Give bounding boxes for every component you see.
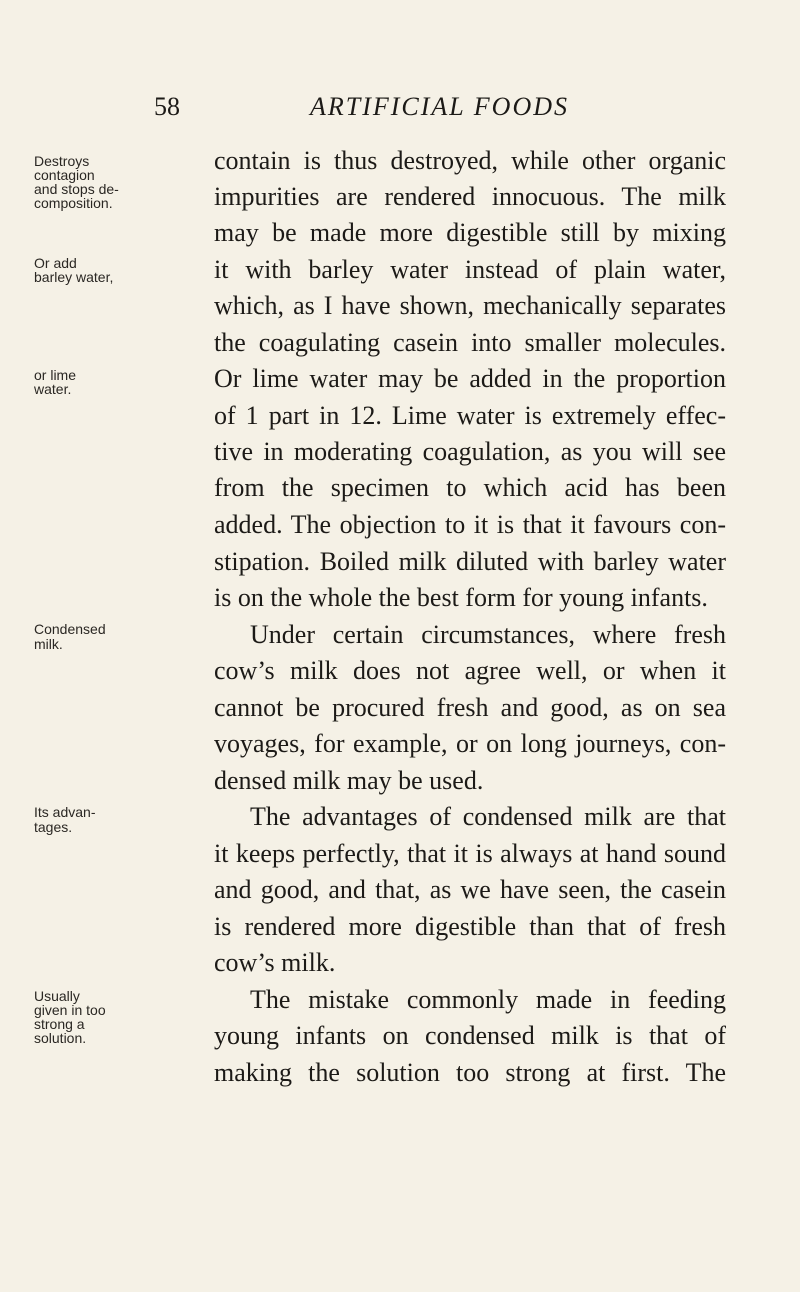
- margin-note-line: given in too: [34, 1002, 106, 1018]
- body-line: densed milk may be used.: [214, 766, 484, 795]
- body-line: from the specimen to which acid has been: [214, 473, 726, 502]
- body-line: The advantages of condensed milk are that: [250, 802, 726, 831]
- margin-note-line: water.: [34, 381, 72, 397]
- body-line: cannot be procured fresh and good, as on sea: [214, 693, 726, 722]
- margin-note-line: barley water,: [34, 269, 114, 285]
- running-head: ARTIFICIAL FOODS: [310, 92, 570, 121]
- body-line: young infants on condensed milk is that of: [214, 1021, 726, 1050]
- margin-note-line: composition.: [34, 195, 113, 211]
- margin-note-line: milk.: [34, 636, 63, 652]
- margin-note-line: solution.: [34, 1030, 87, 1046]
- margin-note-line: Or add: [34, 255, 77, 271]
- margin-note-line: or lime: [34, 367, 77, 383]
- margin-note-line: Usually: [34, 988, 80, 1004]
- body-line: contain is thus destroyed, while other organic: [214, 146, 726, 175]
- body-line: cow’s milk does not agree well, or when it: [214, 656, 726, 685]
- body-line: it with barley water instead of plain water,: [214, 255, 726, 284]
- margin-note-line: Condensed: [34, 621, 106, 637]
- margin-note-line: Its advan-: [34, 804, 96, 820]
- body-line: Under certain circumstances, where fresh: [250, 620, 726, 649]
- body-line: may be made more digestible still by mixing: [214, 218, 726, 247]
- margin-note-line: Destroys: [34, 153, 90, 169]
- body-line: it keeps perfectly, that it is always at hand sound: [214, 839, 726, 868]
- body-line: making the solution too strong at first. The: [214, 1058, 726, 1087]
- body-line: voyages, for example, or on long journeys, con-: [214, 729, 726, 758]
- page-number: 58: [154, 92, 180, 121]
- body-line: is on the whole the best form for young infants.: [214, 583, 708, 612]
- body-line: is rendered more digestible than that of fresh: [214, 912, 726, 941]
- body-line: impurities are rendered innocuous. The milk: [214, 182, 726, 211]
- margin-note-line: and stops de-: [34, 181, 119, 197]
- margin-note-line: strong a: [34, 1016, 85, 1032]
- body-line: Or lime water may be added in the proportion: [214, 364, 726, 393]
- body-line: of 1 part in 12. Lime water is extremely effec-: [214, 401, 726, 430]
- body-line: The mistake commonly made in feeding: [250, 985, 726, 1014]
- body-line: stipation. Boiled milk diluted with barley water: [214, 547, 726, 576]
- body-line: and good, and that, as we have seen, the casein: [214, 875, 726, 904]
- body-line: the coagulating casein into smaller molecules.: [214, 328, 726, 357]
- margin-note-line: contagion: [34, 167, 95, 183]
- body-line: tive in moderating coagulation, as you will see: [214, 437, 726, 466]
- body-line: cow’s milk.: [214, 948, 336, 977]
- body-line: which, as I have shown, mechanically separates: [214, 291, 726, 320]
- margin-note-line: tages.: [34, 819, 73, 835]
- body-line: added. The objection to it is that it favours con-: [214, 510, 726, 539]
- page-header: [150, 92, 750, 128]
